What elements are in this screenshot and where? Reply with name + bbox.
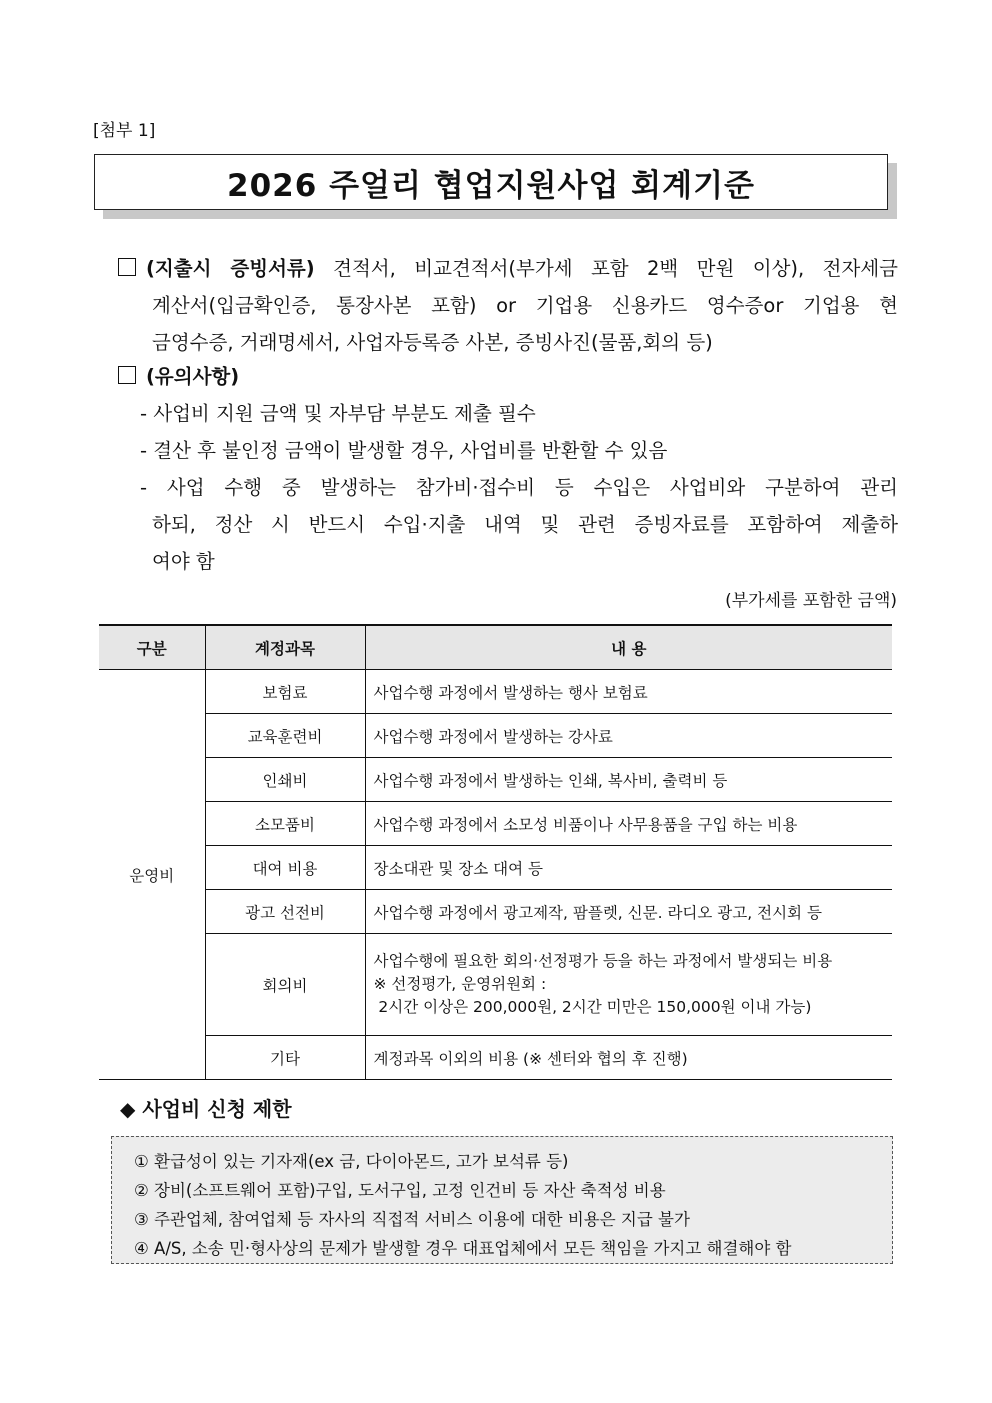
account-cell: 기타 (205, 1036, 365, 1080)
account-cell: 보험료 (205, 670, 365, 714)
notes-bullet-1: - 사업비 지원 금액 및 자부담 부분도 제출 필수 (140, 402, 536, 425)
table-header-row (99, 625, 892, 670)
content-cell: 계정과목 이외의 비용 (※ 센터와 협의 후 진행) (365, 1036, 892, 1080)
title-box (94, 154, 888, 210)
account-table (99, 624, 892, 1080)
notes-bullet-2: - 결산 후 불인정 금액이 발생할 경우, 사업비를 반환할 수 있음 (140, 439, 668, 462)
limit-item: ① 환급성이 있는 기자재(ex 금, 다이아몬드, 고가 보석류 등) (134, 1152, 569, 1171)
limits-box (111, 1136, 893, 1264)
header-content: 내 용 (365, 625, 892, 670)
meeting-content-line3: 2시간 이상은 200,000원, 2시간 미만은 150,000원 이내 가능) (373, 998, 812, 1016)
table-row (99, 890, 892, 934)
checkbox-square-icon (118, 366, 136, 384)
section-evidence-line2: 계산서(입금확인증, 통장사본 포함) or 기업용 신용카드 영수증or 기업용 현 (152, 294, 898, 317)
header-category: 구분 (99, 625, 205, 670)
meeting-content-line1: 사업수행에 필요한 회의·선정평가 등을 하는 과정에서 발생되는 비용 (373, 952, 833, 970)
table-row (99, 934, 892, 1036)
content-cell: 사업수행 과정에서 발생하는 강사료 (365, 714, 892, 758)
category-cell: 운영비 (99, 670, 205, 1080)
limits-heading: ◆ 사업비 신청 제한 (120, 1097, 292, 1121)
content-cell: 사업수행 과정에서 발생하는 인쇄, 복사비, 출력비 등 (365, 758, 892, 802)
page-title: 2026 주얼리 협업지원사업 회계기준 (94, 154, 888, 210)
checkbox-square-icon (118, 258, 136, 276)
section-evidence-documents (118, 250, 898, 361)
section-notes-heading-row (118, 358, 239, 395)
account-cell: 회의비 (205, 934, 365, 1036)
content-cell: 사업수행 과정에서 소모성 비품이나 사무용품을 구입 하는 비용 (365, 802, 892, 846)
limit-item: ③ 주관업체, 참여업체 등 자사의 직접적 서비스 이용에 대한 비용은 지급 불가 (134, 1210, 690, 1229)
account-cell: 교육훈련비 (205, 714, 365, 758)
account-cell: 광고 선전비 (205, 890, 365, 934)
content-cell-multiline (365, 934, 892, 1036)
account-cell: 대여 비용 (205, 846, 365, 890)
notes-bullet-3-line3: 여야 함 (152, 550, 215, 573)
meeting-content-line2: ※ 선정평가, 운영위원회 : (373, 975, 547, 993)
section-evidence-text1: 견적서, 비교견적서(부가세 포함 2백 만원 이상), 전자세금 (333, 257, 898, 280)
attachment-label: [첨부 1] (93, 121, 156, 141)
account-cell: 인쇄비 (205, 758, 365, 802)
section-evidence-heading: (지출시 증빙서류) (146, 257, 315, 280)
header-account: 계정과목 (205, 625, 365, 670)
section-evidence-line1 (118, 250, 898, 287)
section-notes-heading: (유의사항) (146, 365, 240, 388)
limit-item: ④ A/S, 소송 민·형사상의 문제가 발생할 경우 대표업체에서 모든 책임을 가지고 해결해야 함 (134, 1239, 792, 1258)
section-evidence-line3: 금영수증, 거래명세서, 사업자등록증 사본, 증빙사진(물품,회의 등) (152, 331, 713, 354)
table-row (99, 758, 892, 802)
table-row (99, 846, 892, 890)
table-row (99, 670, 892, 714)
content-cell: 사업수행 과정에서 광고제작, 팜플렛, 신문. 라디오 광고, 전시회 등 (365, 890, 892, 934)
notes-bullet-3-line2: 하되, 정산 시 반드시 수입·지출 내역 및 관련 증빙자료를 포함하여 제출하 (152, 513, 898, 536)
limit-item: ② 장비(소프트웨어 포함)구입, 도서구입, 고정 인건비 등 자산 축적성 비용 (134, 1181, 666, 1200)
table-row (99, 714, 892, 758)
notes-bullet-3-line1: - 사업 수행 중 발생하는 참가비·접수비 등 수입은 사업비와 구분하여 관리 (140, 476, 898, 499)
content-cell: 장소대관 및 장소 대여 등 (365, 846, 892, 890)
table-row (99, 802, 892, 846)
vat-note: (부가세를 포함한 금액) (725, 591, 897, 611)
account-cell: 소모품비 (205, 802, 365, 846)
table-row (99, 1036, 892, 1080)
content-cell: 사업수행 과정에서 발생하는 행사 보험료 (365, 670, 892, 714)
